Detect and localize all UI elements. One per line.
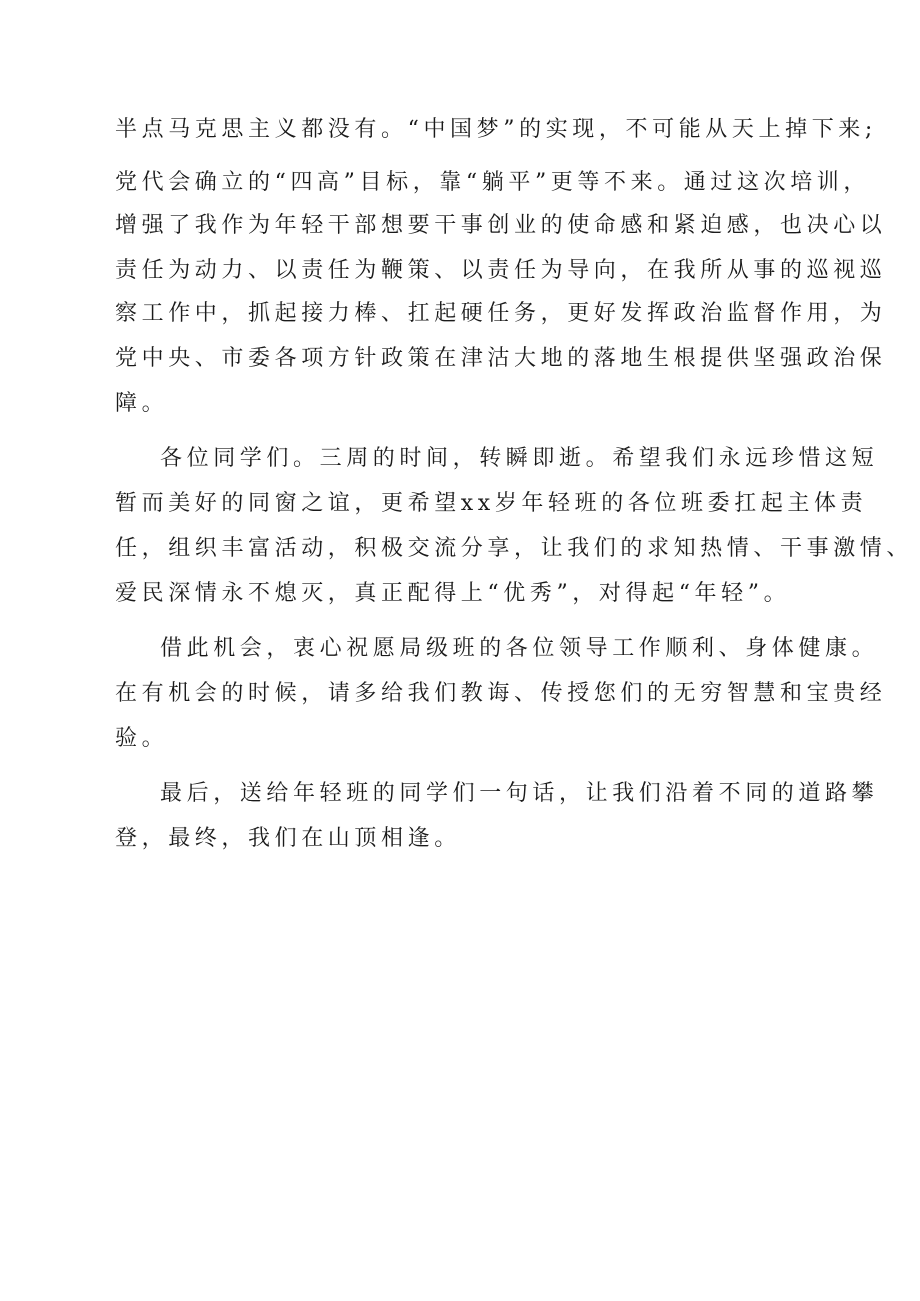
paragraph-line: 验。 xyxy=(115,726,169,751)
paragraph-line: 增强了我作为年轻干部想要干事创业的使命感和紧迫感，也决心以 xyxy=(115,213,887,238)
paragraph-line: 障。 xyxy=(115,391,169,416)
paragraph-line: 任，组织丰富活动，积极交流分享，让我们的求知热情、干事激情、 xyxy=(115,536,914,561)
paragraph-line: 半点马克思主义都没有。“中国梦”的实现，不可能从天上掉下来; xyxy=(115,117,877,142)
paragraph-line: 各位同学们。三周的时间，转瞬即逝。希望我们永远珍惜这短 xyxy=(160,446,879,471)
paragraph-line: 登，最终，我们在山顶相逢。 xyxy=(115,826,461,851)
paragraph-line: 在有机会的时候，请多给我们教诲、传授您们的无穷智慧和宝贵经 xyxy=(115,681,887,706)
paragraph-line: 党代会确立的“四高”目标，靠“躺平”更等不来。通过这次培训， xyxy=(115,170,870,195)
paragraph-line: 爱民深情永不熄灭，真正配得上“优秀”，对得起“年轻”。 xyxy=(115,581,791,606)
paragraph-line: 借此机会，衷心祝愿局级班的各位领导工作顺利、身体健康。 xyxy=(160,636,879,661)
paragraph-line: 暂而美好的同窗之谊，更希望xx岁年轻班的各位班委扛起主体责 xyxy=(115,491,868,516)
paragraph-line: 党中央、市委各项方针政策在津沽大地的落地生根提供坚强政治保 xyxy=(115,346,887,371)
paragraph-line: 责任为动力、以责任为鞭策、以责任为导向，在我所从事的巡视巡 xyxy=(115,258,887,283)
paragraph-line: 最后，送给年轻班的同学们一句话，让我们沿着不同的道路攀 xyxy=(160,781,879,806)
paragraph-line: 察工作中，抓起接力棒、扛起硬任务，更好发挥政治监督作用，为 xyxy=(115,301,887,326)
